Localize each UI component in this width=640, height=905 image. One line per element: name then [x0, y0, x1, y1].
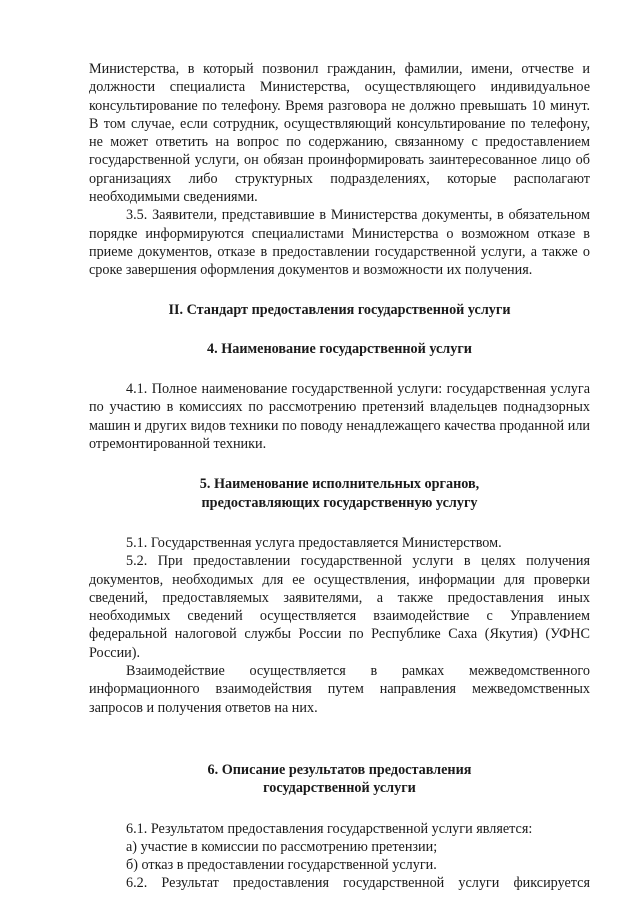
paragraph-4-1: 4.1. Полное наименование государственной услуги: государственная услуга по участию в комиссиях по рассмотрению претензий владельцев поднадзорных машин и других видов техники по поводу ненадлежащего качества проданной или отремонтированной техники.: [89, 381, 590, 453]
paragraph-6-2: 6.2. Результат предоставления государственной услуги фиксируется: [126, 875, 590, 892]
heading-4: 4. Наименование государственной услуги: [207, 340, 472, 357]
section-heading-2: II. Стандарт предоставления государственной услуги: [168, 301, 511, 318]
heading-5-line-1: 5. Наименование исполнительных органов,: [199, 476, 480, 493]
paragraph-6-1: 6.1. Результатом предоставления государственной услуги является:: [126, 820, 533, 837]
heading-6-line-2: государственной услуги: [263, 780, 416, 797]
paragraph-3-4-continuation: Министерства, в который позвонил гражданин, фамилии, имени, отчестве и должности специалиста Министерства, осуществляющего индивидуальное консультирование по телефону. Время разговора не должно превышать 10 минут. В том случае, если сотрудник, осуществляющий консультирование по телефону, не может ответить на вопрос по содержанию, связанному с предоставлением государственной услуги, он обязан проинформировать заинтересованное лицо об организациях либо структурных подразделениях, которые располагают необходимыми сведениями.: [89, 61, 590, 206]
paragraph-5-2: 5.2. При предоставлении государственной услуги в целях получения документов, необходимых для ее осуществления, информации для проверки сведений, предоставляемых заявителями, а также предоставления иных необходимых сведений осуществляется взаимодействие с Управлением федеральной налоговой службы России по Республике Саха (Якутия) (УФНС России).: [89, 553, 590, 661]
paragraph-6-1-a: а) участие в комиссии по рассмотрению претензии;: [126, 838, 438, 855]
paragraph-5-3: Взаимодействие осуществляется в рамках межведомственного информационного взаимодействия путем направления межведомственных запросов и получения ответов на них.: [89, 663, 590, 716]
paragraph-5-1: 5.1. Государственная услуга предоставляется Министерством.: [126, 534, 502, 551]
heading-5-line-2: предоставляющих государственную услугу: [201, 494, 478, 511]
heading-6-line-1: 6. Описание результатов предоставления: [207, 761, 472, 778]
paragraph-6-1-b: б) отказ в предоставлении государственной услуги.: [126, 857, 437, 874]
paragraph-3-5: 3.5. Заявители, представившие в Министерства документы, в обязательном порядке информируются специалистами Министерства о возможном отказе в приеме документов, отказе в предоставлении государственной услуги, а также о сроке завершения оформления документов и возможности их получения.: [89, 207, 590, 279]
